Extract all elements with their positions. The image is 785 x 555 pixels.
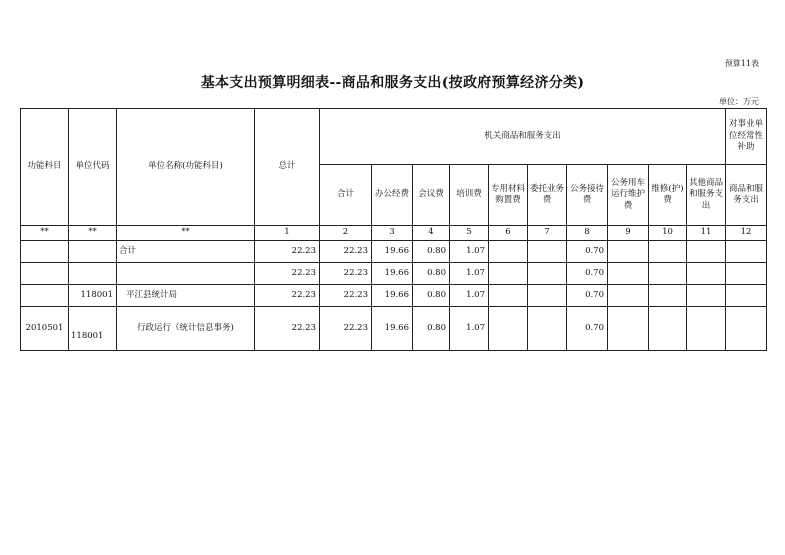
- row-value: 22.23: [320, 285, 372, 307]
- row-value: 22.23: [320, 241, 372, 263]
- row-value: [649, 307, 687, 351]
- row-total: 22.23: [255, 263, 320, 285]
- row-unit-code: [69, 263, 117, 285]
- row-value: 0.70: [567, 307, 608, 351]
- header-sub-entrusted: 委托业务费: [528, 165, 567, 226]
- row-value: 0.80: [413, 285, 450, 307]
- index-cell: 8: [567, 226, 608, 241]
- index-row: [21, 226, 767, 241]
- header-sub-reception: 公务接待费: [567, 165, 608, 226]
- header-group-subsidy: 对事业单位经常性补助: [726, 109, 767, 165]
- row-value: 0.80: [413, 307, 450, 351]
- index-cell: 9: [608, 226, 649, 241]
- row-func-subject: [21, 241, 69, 263]
- header-sub-subsidy: 商品和服务支出: [726, 165, 767, 226]
- index-cell: **: [21, 226, 69, 241]
- row-value: [726, 285, 767, 307]
- row-value: [489, 241, 528, 263]
- row-func-subject: [21, 263, 69, 285]
- row-value: 0.70: [567, 263, 608, 285]
- row-value: [687, 307, 726, 351]
- row-value: 22.23: [320, 307, 372, 351]
- row-total: 22.23: [255, 285, 320, 307]
- row-value: [687, 241, 726, 263]
- table-row: [21, 241, 767, 263]
- header-unit-name: 单位名称(功能科目): [117, 109, 255, 226]
- row-value: 1.07: [450, 307, 489, 351]
- row-value: [528, 285, 567, 307]
- row-value: [608, 285, 649, 307]
- row-value: [649, 241, 687, 263]
- row-value: [687, 263, 726, 285]
- row-value: 1.07: [450, 263, 489, 285]
- header-sub-vehicle: 公务用车运行维护费: [608, 165, 649, 226]
- header-sub-total: 合计: [320, 165, 372, 226]
- row-func-subject: 2010501: [21, 307, 69, 351]
- index-cell: 11: [687, 226, 726, 241]
- page-title: 基本支出预算明细表--商品和服务支出(按政府预算经济分类): [200, 75, 585, 91]
- header-sub-meeting: 会议费: [413, 165, 450, 226]
- row-value: [608, 263, 649, 285]
- header-unit-code: 单位代码: [69, 109, 117, 226]
- row-value: [726, 307, 767, 351]
- unit-label: 单位：万元: [719, 97, 759, 106]
- row-unit-name: [117, 263, 255, 285]
- header-sub-training: 培训费: [450, 165, 489, 226]
- row-value: 19.66: [372, 241, 413, 263]
- index-cell: 6: [489, 226, 528, 241]
- table-row: [21, 285, 767, 307]
- row-value: 19.66: [372, 285, 413, 307]
- header-row-1: [21, 109, 767, 165]
- row-value: [608, 307, 649, 351]
- row-value: 1.07: [450, 241, 489, 263]
- table-row: [21, 307, 767, 351]
- row-unit-code: 118001: [69, 285, 117, 307]
- index-cell: 2: [320, 226, 372, 241]
- row-value: [528, 263, 567, 285]
- row-value: [726, 263, 767, 285]
- row-value: [489, 307, 528, 351]
- row-value: 0.70: [567, 285, 608, 307]
- row-value: [726, 241, 767, 263]
- index-cell: 3: [372, 226, 413, 241]
- row-value: [649, 263, 687, 285]
- index-cell: 1: [255, 226, 320, 241]
- row-value: [489, 285, 528, 307]
- row-unit-name: 合计: [117, 241, 255, 263]
- row-value: 19.66: [372, 307, 413, 351]
- row-total: 22.23: [255, 241, 320, 263]
- budget-table: [20, 108, 767, 351]
- index-cell: **: [69, 226, 117, 241]
- header-sub-repair: 维修(护)费: [649, 165, 687, 226]
- row-unit-name: 行政运行（统计信息事务): [117, 307, 255, 351]
- row-unit-code: 118001: [69, 307, 117, 351]
- header-sub-other: 其他商品和服务支出: [687, 165, 726, 226]
- index-cell: 12: [726, 226, 767, 241]
- table-row: [21, 263, 767, 285]
- form-number: 预算11表: [724, 59, 759, 68]
- header-sub-office: 办公经费: [372, 165, 413, 226]
- index-cell: 10: [649, 226, 687, 241]
- header-total: 总计: [255, 109, 320, 226]
- header-func-subject: 功能科目: [21, 109, 69, 226]
- row-unit-name: 平江县统计局: [117, 285, 255, 307]
- row-value: [489, 263, 528, 285]
- row-unit-code: [69, 241, 117, 263]
- row-value: [687, 285, 726, 307]
- row-value: 22.23: [320, 263, 372, 285]
- row-value: [528, 307, 567, 351]
- row-value: 0.70: [567, 241, 608, 263]
- index-cell: 7: [528, 226, 567, 241]
- index-cell: 4: [413, 226, 450, 241]
- row-value: [649, 285, 687, 307]
- row-value: [608, 241, 649, 263]
- row-total: 22.23: [255, 307, 320, 351]
- row-value: 0.80: [413, 263, 450, 285]
- row-value: 0.80: [413, 241, 450, 263]
- header-group-goods: 机关商品和服务支出: [320, 109, 726, 165]
- index-cell: **: [117, 226, 255, 241]
- row-value: 19.66: [372, 263, 413, 285]
- row-func-subject: [21, 285, 69, 307]
- row-value: [528, 241, 567, 263]
- index-cell: 5: [450, 226, 489, 241]
- row-value: 1.07: [450, 285, 489, 307]
- header-sub-materials: 专用材料购置费: [489, 165, 528, 226]
